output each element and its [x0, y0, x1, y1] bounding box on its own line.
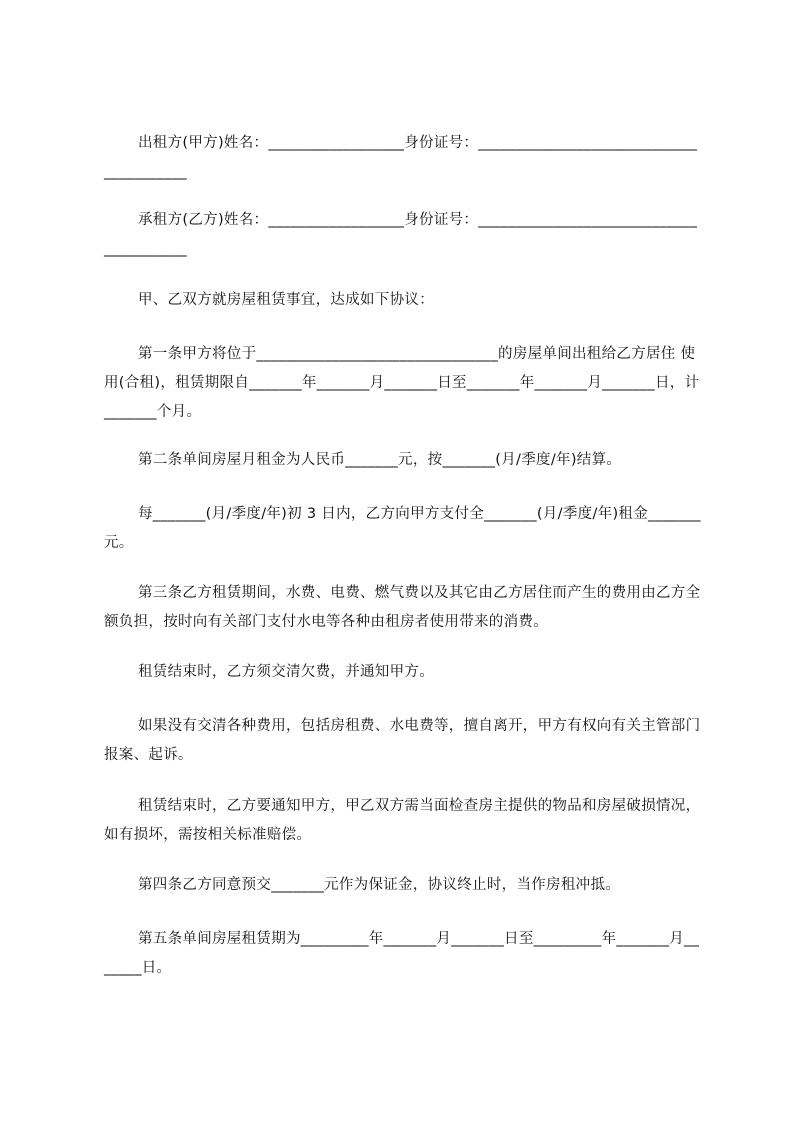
- article-5-lease-period: 第五条单间房屋租赁期为_________年_______月_______日至_________年_______月_______日。: [104, 931, 700, 976]
- article-3-unpaid-fees: 如果没有交清各种费用，包括房租费、水电费等，擅自离开，甲方有权向有关主管部门报案、起诉。: [104, 718, 701, 763]
- lessor-name-id-line: 出租方(甲方)姓名：__________________身份证号：________________________________________: [104, 135, 698, 180]
- article-3-inspection: 租赁结束时，乙方要通知甲方，甲乙双方需当面检查房主提供的物品和房屋破损情况，如有损坏，需按相关标准赔偿。: [104, 798, 701, 843]
- article-4-deposit: 第四条乙方同意预交_______元作为保证金，协议终止时，当作房租冲抵。: [138, 877, 621, 893]
- article-1-premises-term: 第一条甲方将位于________________________________的房屋单间出租给乙方居住 使用(合租)，租赁期限自_______年_______月_______日至_______年_______月_______日，计_______个月。: [104, 346, 700, 420]
- lessee-name-id-line: 承租方(乙方)姓名：__________________身份证号：________________________________________: [104, 212, 698, 257]
- agreement-intro: 甲、乙双方就房屋租赁事宜，达成如下协议：: [138, 292, 434, 308]
- article-3-utilities: 第三条乙方租赁期间，水费、电费、燃气费以及其它由乙方居住而产生的费用由乙方全额负担，按时向有关部门支付水电等各种由租房者使用带来的消费。: [104, 585, 701, 630]
- article-2-monthly-rent: 第二条单间房屋月租金为人民币_______元，按_______(月/季度/年)结算。: [138, 452, 622, 468]
- article-2-payment-schedule: 每_______(月/季度/年)初 3 日内，乙方向甲方支付全_______(月/季度/年)租金_______元。: [104, 506, 701, 551]
- article-3-settle-arrears: 租赁结束时，乙方须交清欠费，并通知甲方。: [138, 664, 434, 680]
